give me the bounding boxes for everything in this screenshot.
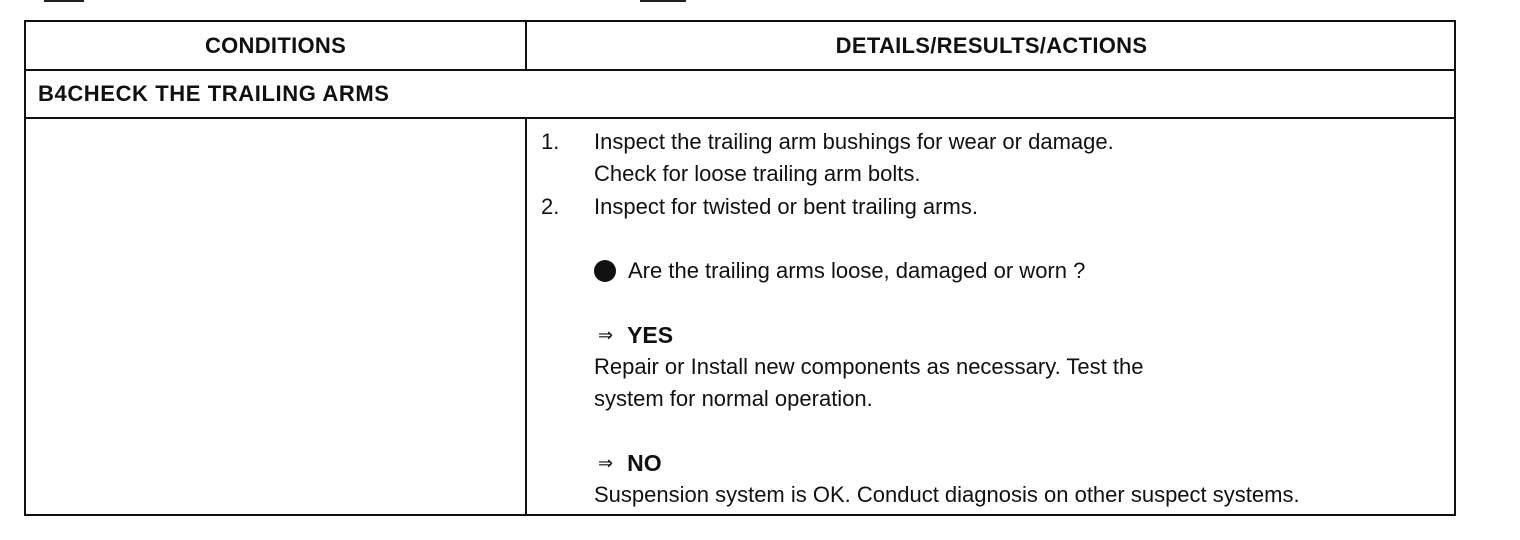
scan-edge-marks [0, 0, 1520, 6]
table-header-row [26, 22, 1454, 71]
yes-text: system for normal operation. [594, 386, 873, 411]
yes-word: YES [627, 322, 674, 348]
step-text: Inspect for twisted or bent trailing arms. [594, 194, 978, 219]
step-text: Inspect the trailing arm bushings for wear or damage. [594, 129, 1114, 154]
header-conditions: CONDITIONS [204, 32, 347, 58]
diagnostic-table [24, 20, 1456, 516]
table-body-row [26, 119, 1454, 514]
question-line [594, 255, 1085, 287]
step-text: Check for loose trailing arm bolts. [594, 161, 921, 186]
conditions-cell [26, 119, 525, 514]
no-text: Suspension system is OK. Conduct diagnosis on other suspect systems. [594, 482, 1300, 507]
arrow-right-icon: ⇒ [598, 325, 614, 345]
yes-label [594, 319, 673, 351]
arrow-right-icon: ⇒ [598, 453, 614, 473]
no-word: NO [627, 450, 662, 476]
step-number: 2. [541, 194, 560, 219]
section-title: B4CHECK THE TRAILING ARMS [38, 81, 390, 106]
step-number: 1. [541, 129, 560, 154]
bullet-icon [594, 260, 616, 282]
details-cell [527, 119, 1456, 514]
question-text: Are the trailing arms loose, damaged or worn ? [628, 258, 1086, 283]
yes-text: Repair or Install new components as necessary. Test the [594, 354, 1144, 379]
header-details: DETAILS/RESULTS/ACTIONS [835, 32, 1148, 58]
no-label [594, 447, 662, 479]
section-row [26, 71, 1454, 119]
